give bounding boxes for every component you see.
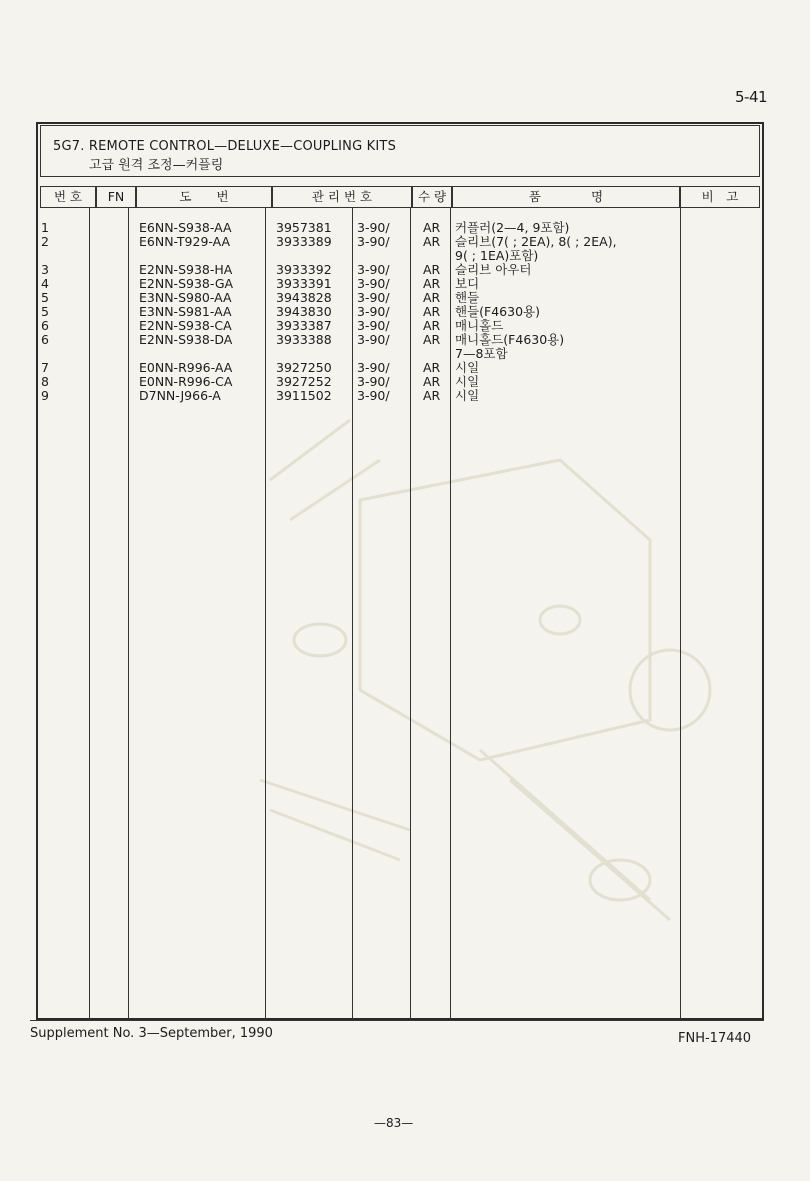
- title-box: [40, 125, 760, 177]
- table-row: 7 E0NN-R996-AA 3927250 3-90/ AR 시일: [41, 360, 480, 375]
- table-row: 4 E2NN-S938-GA 3933391 3-90/ AR 보디: [41, 276, 480, 291]
- table-row: 6 E2NN-S938-CA 3933387 3-90/ AR 매니홀드: [41, 318, 504, 333]
- table-row: 6 E2NN-S938-DA 3933388 3-90/ AR 매니홀드(F4630용): [41, 332, 565, 347]
- table-row: 5 E3NN-S981-AA 3943830 3-90/ AR 핸들(F4630용): [41, 304, 540, 319]
- header-part-name: 품 명: [452, 186, 680, 208]
- header-part-number: 관 리 번 호: [272, 186, 412, 208]
- header-drawing: 도 번: [136, 186, 272, 208]
- title-korean: 고급 원격 조정—커플링: [89, 158, 224, 173]
- page-footer-number: —83—: [374, 1116, 414, 1130]
- table-row: 5 E3NN-S980-AA 3943828 3-90/ AR 핸들: [41, 290, 480, 305]
- table-row: 3 E2NN-S938-HA 3933392 3-90/ AR 슬리브 아우터: [41, 262, 532, 277]
- page-number: 5-41: [735, 88, 768, 106]
- document-code: FNH-17440: [678, 1031, 752, 1046]
- table-row: 8 E0NN-R996-CA 3927252 3-90/ AR 시일: [41, 374, 480, 389]
- header-quantity: 수 량: [412, 186, 452, 208]
- title-english: 5G7. REMOTE CONTROL—DELUXE—COUPLING KITS: [53, 139, 397, 154]
- table-row: 7—8포함: [455, 346, 508, 361]
- header-fn: FN: [96, 186, 136, 208]
- header-no: 번 호: [40, 186, 96, 208]
- table-row: 2 E6NN-T929-AA 3933389 3-90/ AR 슬리브(7( ; 2EA), 8( ; 2EA),: [41, 234, 617, 249]
- table-row: 1 E6NN-S938-AA 3957381 3-90/ AR 커플러(2—4, 9포함): [41, 220, 570, 235]
- bottom-rule: [30, 1020, 764, 1021]
- supplement-note: Supplement No. 3—September, 1990: [30, 1026, 273, 1041]
- header-remarks: 비 고: [680, 186, 760, 208]
- table-row: 9( ; 1EA)포함): [455, 248, 539, 263]
- table-row: 9 D7NN-J966-A 3911502 3-90/ AR 시일: [41, 388, 480, 403]
